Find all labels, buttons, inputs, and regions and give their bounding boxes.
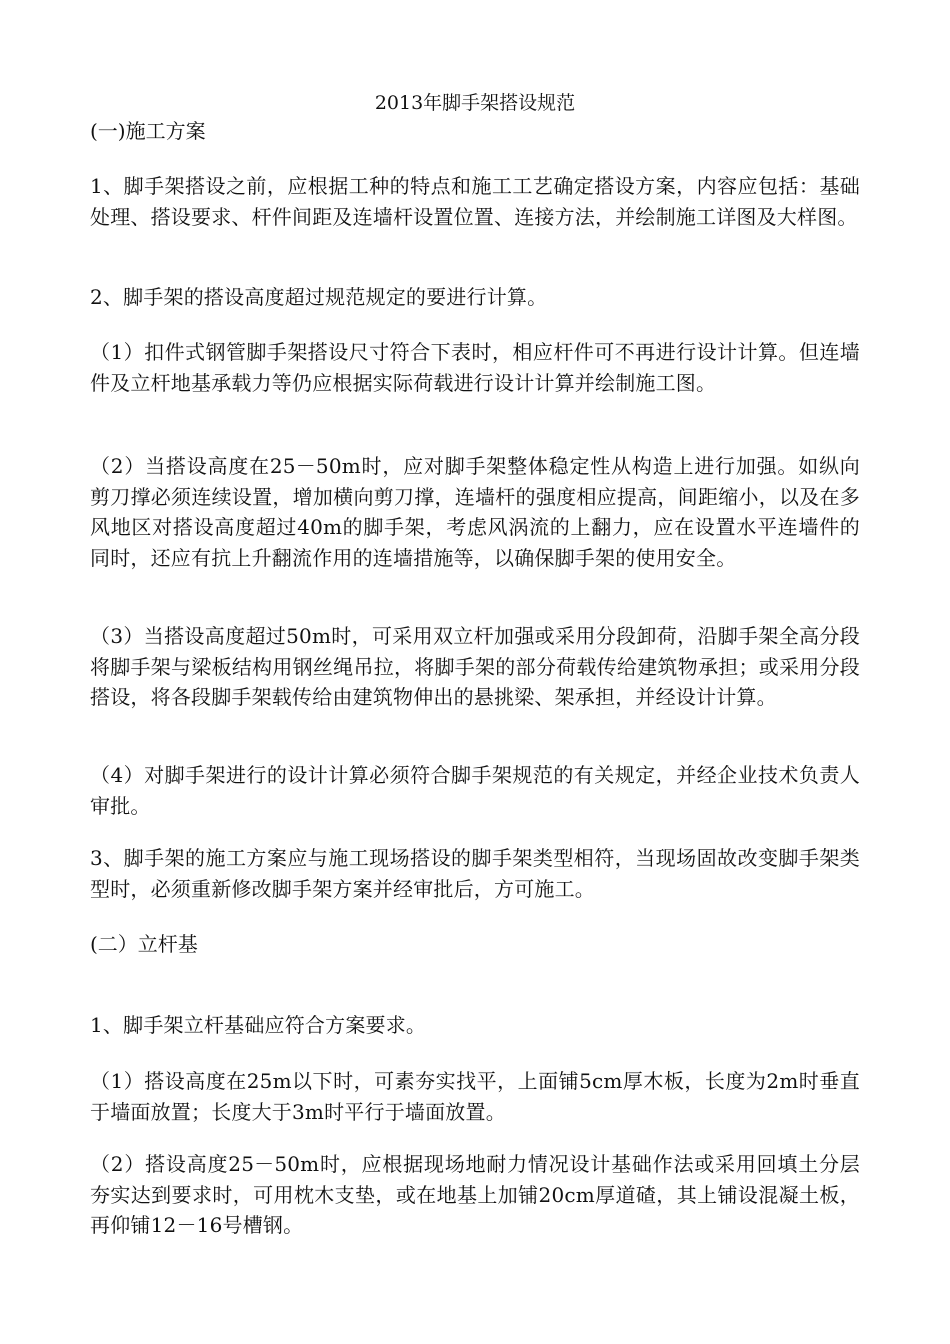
paragraph-2-1: （1）扣件式钢管脚手架搭设尺寸符合下表时，相应杆件可不再进行设计计算。但连墙件及立杆地基承载力等仍应根据实际荷载进行设计计算并绘制施工图。 (90, 340, 860, 395)
paragraph-2-3: （3）当搭设高度超过50m时，可采用双立杆加强或采用分段卸荷，沿脚手架全高分段将脚手架与梁板结构用钢丝绳吊拉，将脚手架的部分荷载传给建筑物承担；或采用分段搭设，将各段脚手架载传给由建筑物伸出的悬挑梁、架承担，并经设计计算。 (90, 624, 860, 709)
paragraph-foundation-1-2: （2）搭设高度25－50m时，应根据现场地耐力情况设计基础作法或采用回填土分层夯实达到要求时，可用枕木支垫，或在地基上加铺20cm厚道碴，其上铺设混凝土板，再仰铺12－16号槽钢。 (90, 1152, 860, 1237)
paragraph-2: 2、脚手架的搭设高度超过规范规定的要进行计算。 (90, 285, 548, 309)
document-title: 2013年脚手架搭设规范 (374, 92, 576, 114)
paragraph-3: 3、脚手架的施工方案应与施工现场搭设的脚手架类型相符，当现场固故改变脚手架类型时，必须重新修改脚手架方案并经审批后，方可施工。 (90, 846, 860, 901)
paragraph-1: 1、脚手架搭设之前，应根据工种的特点和施工工艺确定搭设方案，内容应包括：基础处理、搭设要求、杆件间距及连墙杆设置位置、连接方法，并绘制施工详图及大样图。 (90, 174, 860, 229)
section-heading-construction-plan: (一)施工方案 (90, 119, 206, 143)
paragraph-2-2: （2）当搭设高度在25－50m时，应对脚手架整体稳定性从构造上进行加强。如纵向剪刀撑必须连续设置，增加横向剪刀撑，连墙杆的强度相应提高，间距缩小，以及在多风地区对搭设高度超过40m的脚手架，考虑风涡流的上翻力，应在设置水平连墙件的同时，还应有抗上升翻流作用的连墙措施等，以确保脚手架的使用安全。 (90, 454, 860, 570)
paragraph-foundation-1-1: （1）搭设高度在25m以下时，可素夯实找平，上面铺5cm厚木板，长度为2m时垂直于墙面放置；长度大于3m时平行于墙面放置。 (90, 1069, 860, 1124)
section-heading-pole-foundation: (二）立杆基 (90, 932, 198, 956)
paragraph-foundation-1: 1、脚手架立杆基础应符合方案要求。 (90, 1013, 427, 1037)
paragraph-2-4: （4）对脚手架进行的设计计算必须符合脚手架规范的有关规定，并经企业技术负责人审批。 (90, 763, 860, 818)
